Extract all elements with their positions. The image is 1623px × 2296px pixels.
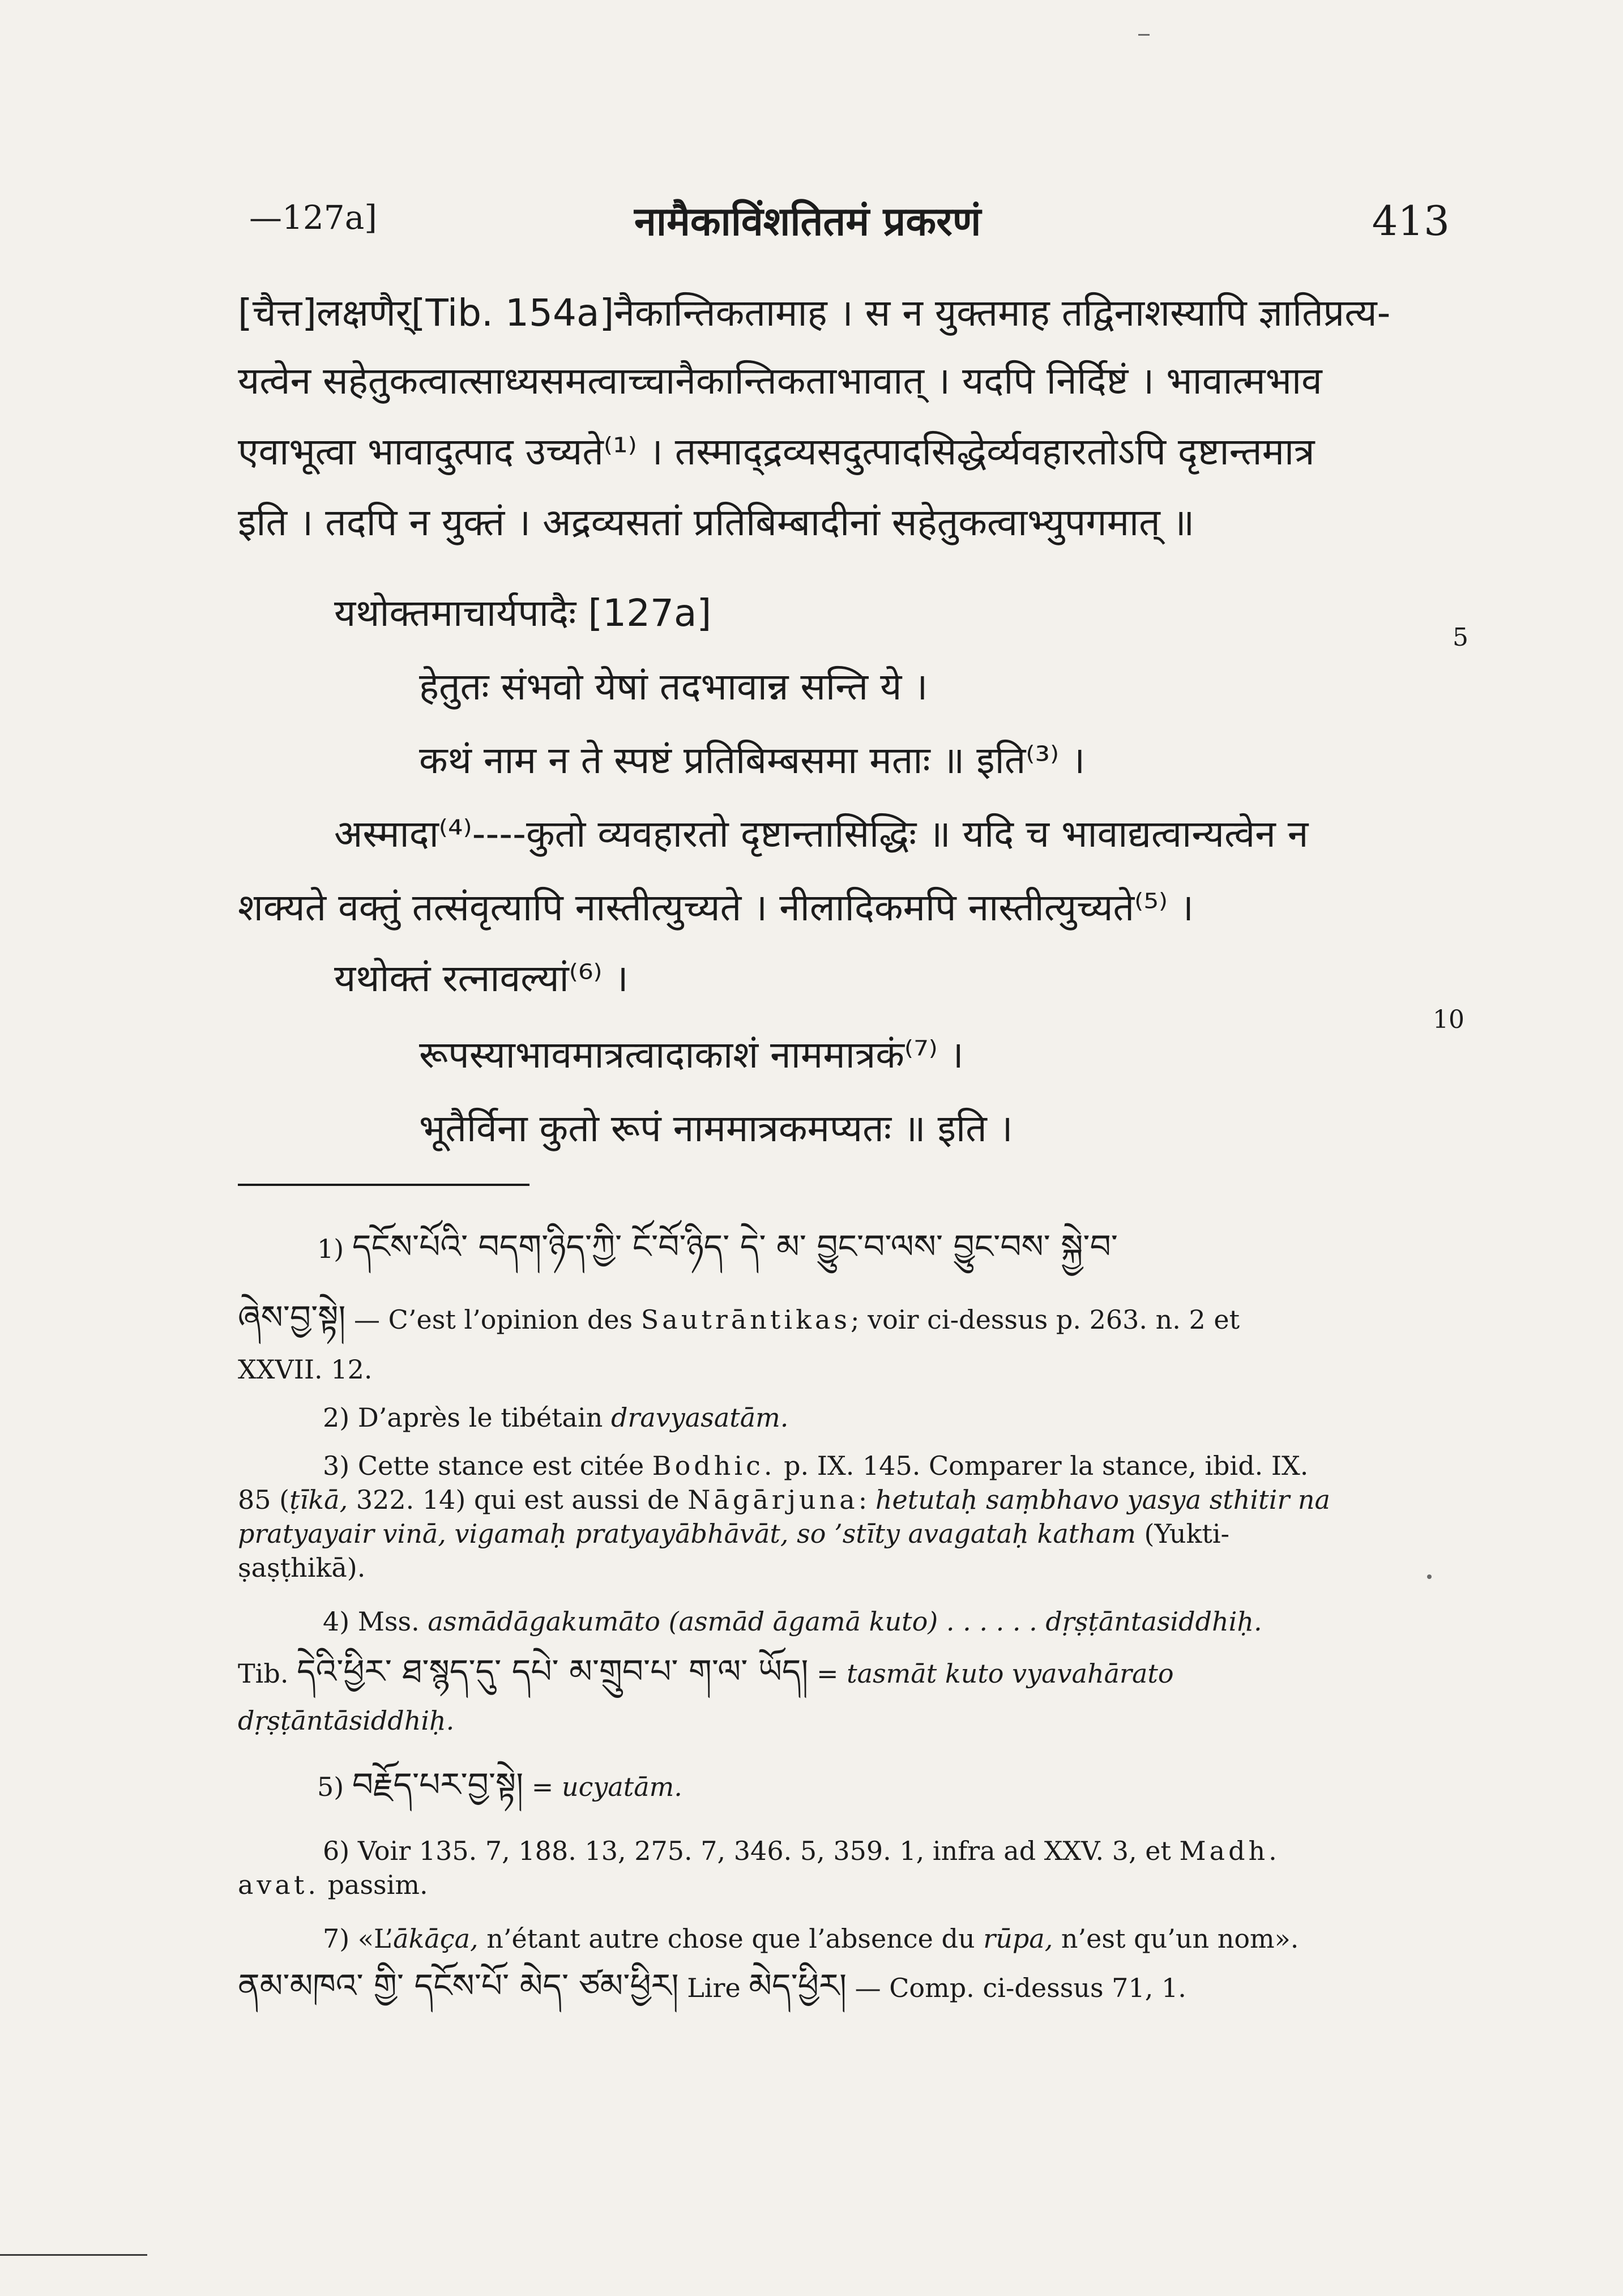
fn6-madh: Madh. — [1179, 1836, 1280, 1866]
footnote-1-cont — [238, 1297, 1240, 1338]
fn7-rupa: rūpa, — [983, 1923, 1053, 1954]
verse-line: हेतुतः संभवो येषां तदभावान्न सन्ति ये । — [419, 665, 928, 709]
footnote-rule — [238, 1184, 529, 1186]
fn1-text-2: ; voir ci-dessus p. 263. n. 2 et — [851, 1304, 1240, 1335]
fn7-text: 7) «L’ — [323, 1923, 394, 1954]
fn4-text: 4) Mss. — [323, 1606, 428, 1637]
text-line: यथोक्तं रत्नावल्यां⁽⁶⁾ । — [334, 957, 629, 1000]
footnote-7 — [323, 1923, 1299, 1956]
text-line: यत्वेन सहेतुकत्वात्साध्यसमत्वाच्चानैकान्तिकताभावात् । यदपि निर्दिष्टं । भावात्मभाव — [238, 359, 1322, 403]
line-number-5: 5 — [1453, 623, 1468, 652]
fn7-text-2: n’étant autre chose que l’absence du — [478, 1923, 984, 1954]
fn3-f: 322. 14) qui est aussi de — [348, 1484, 688, 1515]
footnote-3 — [323, 1450, 1308, 1483]
fn7-lire: Lire — [678, 1973, 749, 2003]
text-line: इति । तदपि न युक्तं । अद्रव्यसतां प्रतिबिम्बादीनां सहेतुकत्वाभ्युपगमात् ॥ — [238, 501, 1195, 544]
fn6-passim: passim. — [319, 1870, 428, 1900]
fn3-text: 3) Cette stance est citée — [323, 1450, 652, 1481]
fn4-mss: asmādāgakumāto (asmād āgamā kuto) . . . . . . dṛṣṭāntasiddhiḥ. — [428, 1606, 1262, 1637]
text-line: यथोक्तमाचार्यपादैः [127a] — [334, 591, 712, 635]
fn7-text-3: n’est qu’un nom». — [1053, 1923, 1299, 1954]
fn4-tibetan: དེའི་ཕྱིར་ ཐ་སྙད་དུ་ དཔེ་ མ་གྲུབ་པ་ ག་ལ་ ཡོད། — [297, 1652, 809, 1691]
fn4-tib-label: Tib. — [238, 1658, 297, 1689]
verse-line: भूतैर्विना कुतो रूपं नाममात्रकमप्यतः ॥ इति । — [419, 1107, 1013, 1150]
fn1-tibetan: དངོས་པོའི་ བདག་ཉིད་ཀྱི་ ངོ་བོ་ཉིད་ དེ་ མ་ བྱུང་བ་ལས་ བྱུང་བས་ སྐྱེ་བ་ — [352, 1227, 1118, 1266]
text-line: एवाभूत्वा भावादुत्पाद उच्यते⁽¹⁾ । तस्माद्द्रव्यसदुत्पादसिद्धेर्व्यवहारतोऽपि दृष्टान्तमात्र — [238, 430, 1315, 473]
print-speck — [1138, 34, 1150, 36]
fn6-text: 6) Voir 135. 7, 188. 13, 275. 7, 346. 5, 359. 1, infra ad XXV. 3, et — [323, 1836, 1180, 1866]
footnote-4-line2 — [238, 1651, 1174, 1692]
fn2-term: dravyasatām. — [610, 1402, 789, 1433]
fn1-text: — C’est l’opinion des — [354, 1304, 641, 1335]
footnote-1 — [317, 1226, 1118, 1268]
fn1-number: 1) — [317, 1234, 344, 1264]
fn5-tibetan: བརྗོད་པར་བྱ་སྟེ། — [352, 1765, 524, 1804]
verse-line: कथं नाम न ते स्पष्टं प्रतिबिम्बसमा मताः ॥ इति⁽³⁾ । — [419, 739, 1086, 782]
text-line: [चैत्त]लक्षणैर्[Tib. 154a]नैकान्तिकतामाह । स न युक्तमाह तद्विनाशस्यापि ज्ञातिप्रत्य- — [238, 291, 1391, 335]
footnote-6-line2 — [238, 1869, 428, 1902]
footnote-7-line2 — [238, 1965, 1186, 2007]
fn4-translation: tasmāt kuto vyavahārato — [847, 1658, 1174, 1689]
footnote-2 — [323, 1402, 788, 1435]
fn5-equals: = — [523, 1772, 562, 1802]
fn3-quote-2: pratyayair vinā, vigamaḥ pratyayābhāvāt, so ’stīty avagataḥ katham — [238, 1518, 1136, 1549]
fn3-colon: : — [858, 1484, 875, 1515]
fn3-tika: ṭīkā, — [289, 1484, 348, 1515]
fn2-text: 2) D’après le tibétain — [323, 1402, 611, 1433]
text-line: शक्यते वक्तुं तत्संवृत्यापि नास्तीत्युच्यते । नीलादिकमपि नास्तीत्युच्यते⁽⁵⁾ । — [238, 886, 1194, 929]
fn4-equals: = — [808, 1658, 847, 1689]
fn7-tibetan-2: མེད་ཕྱིར། — [749, 1966, 847, 2005]
footnote-6 — [323, 1835, 1280, 1868]
line-number-10: 10 — [1433, 1005, 1464, 1034]
fn3-text-2: p. IX. 145. Comparer la stance, ibid. IX. — [775, 1450, 1309, 1481]
fn3-bodhic: Bodhic. — [652, 1450, 776, 1481]
footnote-4-line3 — [238, 1705, 454, 1738]
fn1-tibetan-2: ཞེས་བྱ་སྟེ། — [238, 1298, 346, 1337]
fn3-yukti: (Yukti- — [1135, 1518, 1230, 1549]
header-left-ref: —127a] — [249, 198, 377, 237]
verse-line: रूपस्याभावमात्रत्वादाकाशं नाममात्रकं⁽⁷⁾ । — [419, 1033, 964, 1077]
footnote-3-line2 — [238, 1484, 1330, 1517]
fn5-number: 5) — [317, 1772, 344, 1802]
header-title: नामैकाविंशतितमं प्रकरणं — [634, 198, 981, 245]
footnote-3-line4: ṣaṣṭhikā). — [238, 1552, 366, 1583]
fn3-d: 85 ( — [238, 1484, 290, 1515]
running-header — [227, 187, 1450, 249]
footnote-4 — [323, 1606, 1262, 1638]
fn4-translation-2: dṛṣṭāntāsiddhiḥ. — [238, 1705, 455, 1736]
page-number: 413 — [1372, 197, 1450, 245]
fn5-term: ucyatām. — [561, 1772, 682, 1802]
fn7-tibetan: ནམ་མཁའ་ གྱི་ དངོས་པོ་ མེད་ ཙམ་ཕྱིར། — [238, 1966, 679, 2005]
footnote-3-line3 — [238, 1518, 1229, 1551]
footnote-1-end: XXVII. 12. — [238, 1354, 373, 1385]
fn7-comp: — Comp. ci-dessus 71, 1. — [846, 1973, 1186, 2003]
scan-edge-line — [0, 2254, 147, 2256]
print-speck — [1427, 1574, 1432, 1579]
fn3-nagarjuna: Nāgārjuna — [687, 1484, 859, 1515]
fn7-akaca: ākāça, — [393, 1923, 479, 1954]
fn3-quote-1: hetutaḥ saṃbhavo yasya sthitir na — [875, 1484, 1330, 1515]
fn1-sautrantikas: Sautrāntikas — [640, 1304, 851, 1335]
text-line: अस्मादा⁽⁴⁾----कुतो व्यवहारतो दृष्टान्तासिद्धिः ॥ यदि च भावाद्यत्वान्यत्वेन न — [334, 812, 1309, 856]
fn6-avat: avat. — [238, 1870, 319, 1900]
footnote-5 — [317, 1764, 682, 1806]
